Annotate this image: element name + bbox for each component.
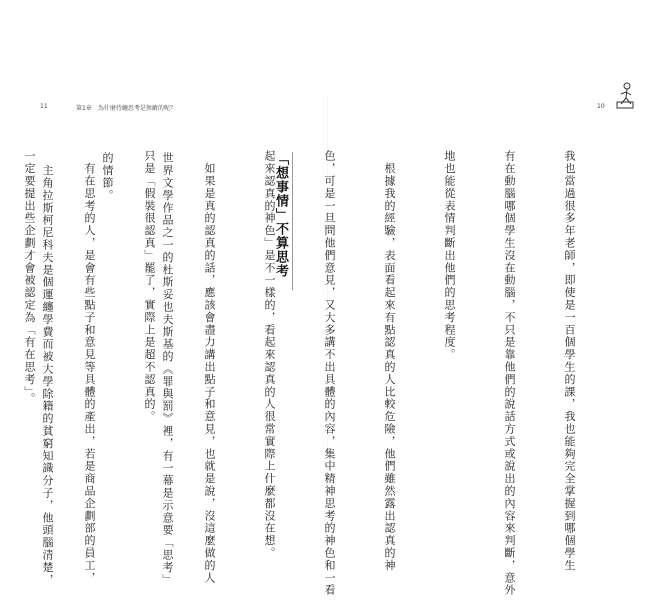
text-line: 的情節。 [101, 152, 114, 202]
left-page-text [0, 150, 217, 586]
text-line: 有在思考的人，是會有些點子和意見等具體的產出，若是商品企劃部的員工， [83, 150, 96, 584]
text-line: 主角拉斯柯尼科夫是個運纏學費而被大學除籍的貧窮知識分子，他頭腦清楚， [41, 152, 54, 586]
left-page-number: 11 [40, 103, 48, 110]
person-reading-icon [613, 82, 637, 110]
heading-rule [292, 152, 294, 290]
text-line: 世界文學作品之一的杜斯妥也夫斯基的《罪與罰》裡，有一幕是示意要「思考」 [161, 152, 174, 586]
section-heading: 「想事情」不算思考 [273, 152, 288, 278]
text-line: 起來認真的神色」是不一樣的，看起來認真的人很常實際上什麼都沒在想。 [263, 150, 276, 560]
text-line: 根據我的經驗，表面看起來有點認真的人比較危險，他們雖然露出認真的神 [383, 150, 396, 572]
text-line: 有在動腦哪個學生沒在動腦，不只是靠他們的說話方式或說出的內容來判斷，意外 [503, 150, 516, 597]
right-page-number: 10 [597, 103, 605, 110]
text-line: 我也當過很多年老師，即使是一百個學生的課，我也能夠完全掌握到哪個學生 [563, 150, 576, 572]
text-line: 一定要提出些企劃才會被認定為「有在思考」。 [23, 150, 36, 405]
text-line: 只是「假裝很認真」罷了，實際上是超不認真的。 [143, 150, 156, 423]
text-line: 如果是真的認真的話，應該會盡力講出點子和意見，也就是說，沒這麼做的人 [203, 150, 216, 584]
text-line: 色，可是一旦問他們意見，又大多講不出具體的內容，集中精神思考的神色和一看 [323, 150, 336, 597]
running-header: 第1章 為什麼待纏思考是無敵的呢？ [76, 105, 176, 112]
text-line: 地也能從表情判斷出他們的思考程度。 [443, 150, 456, 361]
